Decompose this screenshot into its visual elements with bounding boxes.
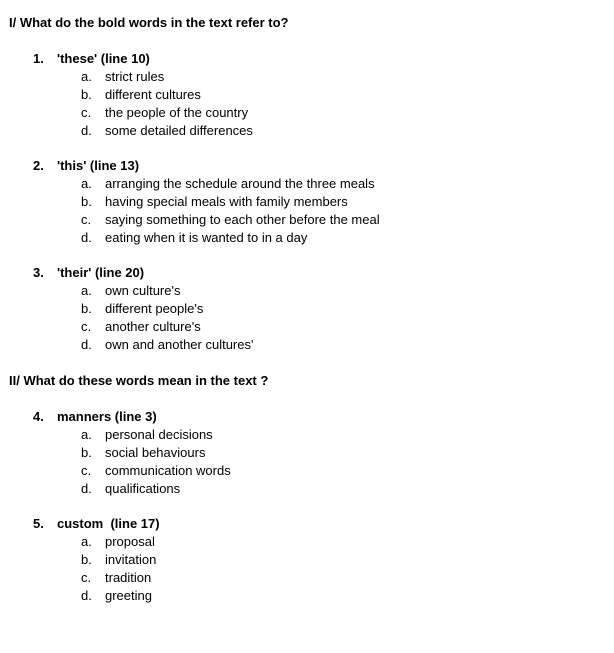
question-prompt: 'this' (line 13) bbox=[57, 158, 140, 173]
question-number: 4. bbox=[33, 409, 44, 424]
option-text: personal decisions bbox=[105, 427, 213, 442]
question-number: 1. bbox=[33, 51, 44, 66]
question-3 bbox=[33, 264, 593, 354]
question-header bbox=[33, 157, 593, 175]
option-text: some detailed differences bbox=[105, 123, 253, 138]
option-item bbox=[33, 533, 593, 551]
option-text: invitation bbox=[105, 552, 157, 567]
option-text: own culture's bbox=[105, 283, 181, 298]
question-prompt: manners (line 3) bbox=[57, 409, 157, 424]
question-1 bbox=[33, 50, 593, 140]
option-list bbox=[33, 68, 593, 140]
option-item bbox=[33, 193, 593, 211]
option-letter: d. bbox=[81, 588, 92, 603]
option-text: communication words bbox=[105, 463, 231, 478]
option-item bbox=[33, 587, 593, 605]
question-header bbox=[33, 50, 593, 68]
option-item bbox=[33, 318, 593, 336]
option-item bbox=[33, 229, 593, 247]
option-letter: a. bbox=[81, 176, 92, 191]
option-text: different cultures bbox=[105, 87, 201, 102]
option-letter: c. bbox=[81, 105, 92, 120]
option-letter: a. bbox=[81, 427, 92, 442]
option-letter: b. bbox=[81, 194, 92, 209]
question-header bbox=[33, 264, 593, 282]
option-letter: a. bbox=[81, 69, 92, 84]
question-2 bbox=[33, 157, 593, 247]
option-item bbox=[33, 462, 593, 480]
option-letter: a. bbox=[81, 534, 92, 549]
option-item bbox=[33, 426, 593, 444]
question-prompt: 'these' (line 10) bbox=[57, 51, 150, 66]
question-number: 5. bbox=[33, 516, 44, 531]
option-text: having special meals with family members bbox=[105, 194, 348, 209]
option-text: eating when it is wanted to in a day bbox=[105, 230, 308, 245]
option-text: own and another cultures' bbox=[105, 337, 254, 352]
option-letter: a. bbox=[81, 283, 92, 298]
option-letter: b. bbox=[81, 87, 92, 102]
option-text: saying something to each other before the meal bbox=[105, 212, 380, 227]
option-letter: d. bbox=[81, 337, 92, 352]
option-text: arranging the schedule around the three meals bbox=[105, 176, 375, 191]
option-item bbox=[33, 104, 593, 122]
option-text: strict rules bbox=[105, 69, 165, 84]
question-number: 3. bbox=[33, 265, 44, 280]
question-header bbox=[33, 408, 593, 426]
option-letter: d. bbox=[81, 123, 92, 138]
option-letter: b. bbox=[81, 301, 92, 316]
option-text: qualifications bbox=[105, 481, 181, 496]
option-letter: d. bbox=[81, 481, 92, 496]
option-text: the people of the country bbox=[105, 105, 249, 120]
option-item bbox=[33, 86, 593, 104]
option-item bbox=[33, 122, 593, 140]
option-item bbox=[33, 569, 593, 587]
option-text: another culture's bbox=[105, 319, 201, 334]
option-item bbox=[33, 68, 593, 86]
section-heading-2: II/ What do these words mean in the text ? bbox=[9, 373, 269, 388]
option-text: greeting bbox=[105, 588, 152, 603]
option-text: tradition bbox=[105, 570, 152, 585]
option-text: proposal bbox=[105, 534, 155, 549]
option-list bbox=[33, 533, 593, 605]
option-item bbox=[33, 551, 593, 569]
question-header bbox=[33, 515, 593, 533]
option-letter: c. bbox=[81, 319, 92, 334]
question-prompt: 'their' (line 20) bbox=[57, 265, 145, 280]
section-heading-1: I/ What do the bold words in the text refer to? bbox=[9, 15, 289, 30]
option-letter: b. bbox=[81, 445, 92, 460]
option-item bbox=[33, 480, 593, 498]
option-list bbox=[33, 282, 593, 354]
option-item bbox=[33, 336, 593, 354]
option-item bbox=[33, 444, 593, 462]
option-letter: d. bbox=[81, 230, 92, 245]
question-number: 2. bbox=[33, 158, 44, 173]
option-text: different people's bbox=[105, 301, 204, 316]
option-letter: c. bbox=[81, 463, 92, 478]
option-item bbox=[33, 300, 593, 318]
question-4 bbox=[33, 408, 593, 498]
option-list bbox=[33, 175, 593, 247]
option-list bbox=[33, 426, 593, 498]
option-item bbox=[33, 282, 593, 300]
question-prompt: custom (line 17) bbox=[57, 516, 160, 531]
option-letter: c. bbox=[81, 570, 92, 585]
option-item bbox=[33, 211, 593, 229]
option-letter: c. bbox=[81, 212, 92, 227]
question-5 bbox=[33, 515, 593, 605]
option-text: social behaviours bbox=[105, 445, 206, 460]
option-item bbox=[33, 175, 593, 193]
option-letter: b. bbox=[81, 552, 92, 567]
